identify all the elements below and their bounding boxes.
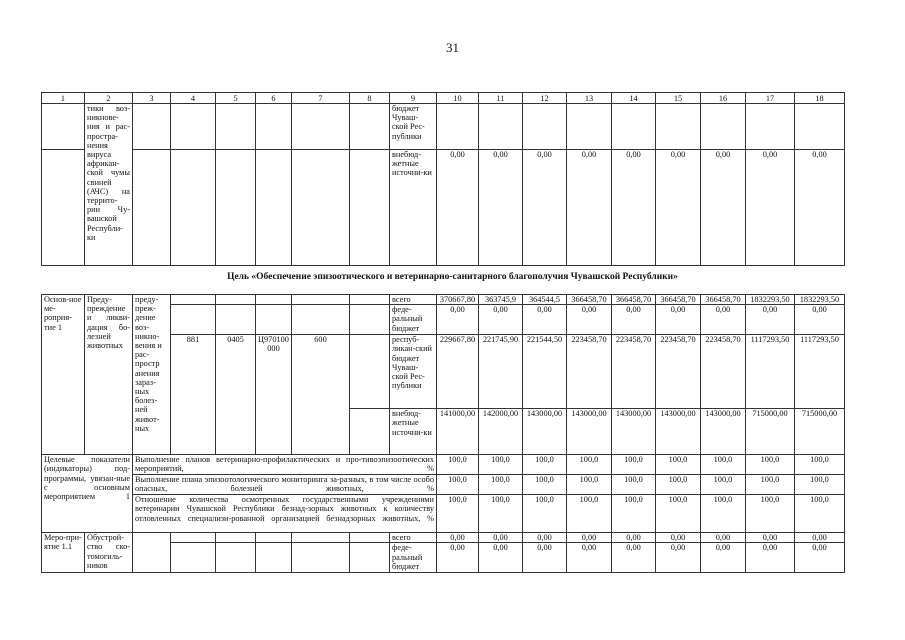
column-numbers-row [42, 93, 845, 104]
value-cell: 0,00 [612, 150, 656, 266]
column-number-1: 1 [42, 93, 85, 104]
measure-label-cell: Меро-при-ятие 1.1 [42, 533, 85, 573]
column-number-4: 4 [171, 93, 216, 104]
column-number-10: 10 [437, 93, 479, 104]
column-number-7: 7 [292, 93, 350, 104]
value-cell: 0,00 [523, 150, 567, 266]
indicators-label-cell: Целевые показатели (индикаторы) под-программы, увязан-ные с основным мероприятием 1 [42, 455, 133, 533]
column-number-14: 14 [612, 93, 656, 104]
funding-source-cell: внебюд-жетные источни-ки [390, 150, 437, 266]
goal-heading: Цель «Обеспечение эпизоотического и ветеринарно-санитарного благополучия Чувашской Республики» [227, 272, 678, 282]
measure-name-cell: тики воз-никнове-ния и рас-простра-нения вируса африкан-ской чумы свиней (АЧС) на террито-рии Чу-вашской Республи-ки [85, 104, 133, 266]
section-code-cell: 0405 [216, 335, 256, 455]
table-row [42, 150, 845, 266]
indicator-row: Отношение количества осмотренных государственными учреждениями ветеринарии Чувашской Республики безнад-зорных животных к количеству отловленных специализи-рованной организацией безнадзорных животных, % 100,0 100,0 100,0 100,0 100,0 100,0 100,0 100,0 100,0 [42, 495, 845, 533]
funding-source-cell: бюджет Чуваш-ской Рес-публики [390, 104, 437, 150]
column-number-6: 6 [256, 93, 292, 104]
expense-type-cell: 600 [292, 335, 350, 455]
funding-source-cell: феде-ральный бюджет [390, 305, 437, 335]
funding-source-cell: феде-ральный бюджет [390, 543, 437, 573]
funding-source-cell: всего [390, 295, 437, 305]
value-cell: 0,00 [795, 150, 845, 266]
program-table-main [41, 294, 845, 573]
target-code-cell: Ц970100000 [256, 335, 292, 455]
value-cell: 0,00 [567, 150, 612, 266]
column-number-11: 11 [479, 93, 523, 104]
value-cell: 0,00 [701, 150, 746, 266]
table-row: Меро-при-ятие 1.1 Обустрой-ство ско-томогиль-ников всего 0,00 0,00 0,00 0,00 0,00 0,00 0,00 0,00 0,00 [42, 533, 845, 543]
column-number-9: 9 [390, 93, 437, 104]
page-number: 31 [446, 40, 459, 55]
column-number-18: 18 [795, 93, 845, 104]
funding-source-cell: всего [390, 533, 437, 543]
column-number-15: 15 [656, 93, 701, 104]
table-row: феде-ральный бюджет 0,00 0,00 0,00 0,00 0,00 0,00 0,00 0,00 0,00 [42, 305, 845, 335]
indicator-row: Выполнение плана эпизоотологического мониторинга за-разных, в том числе особо опасных, болезней животных, % 100,0 100,0 100,0 100,0 100,0 100,0 100,0 100,0 100,0 [42, 475, 845, 495]
value-cell: 0,00 [437, 150, 479, 266]
column-number-8: 8 [350, 93, 390, 104]
column-number-12: 12 [523, 93, 567, 104]
activity-name-cell: Преду-преждение и ликви-дация бо-лезней животных [85, 295, 133, 455]
indicator-row: Целевые показатели (индикаторы) под-программы, увязан-ные с основным мероприятием 1 Выполнение планов ветеринарно-профилактических и про-тивоэпизоотических мероприятий, % 100,0 100,0 100,0 100,0 100,0 100,0 100,0 100,0 100,0 [42, 455, 845, 475]
value-cell: 0,00 [656, 150, 701, 266]
column-number-2: 2 [85, 93, 133, 104]
column-number-16: 16 [701, 93, 746, 104]
indicator-text-cell: Отношение количества осмотренных государственными учреждениями ветеринарии Чувашской Республики безнад-зорных животных к количеству отловленных специализи-рованной организацией безнадзорных животных, % [133, 495, 437, 533]
table-row: Основ-ное ме-роприя-тие 1 Преду-преждение и ликви-дация бо-лезней животных преду-преж-дение воз-никно-вения и рас-простр анения зараз-ных болез-ней живот-ных всего 370667,80 363745,9 364544,5 366458,70 366458,70 366458,70 366458,70 1832293,50 1832293,50 [42, 295, 845, 305]
gr-code-cell: 881 [171, 335, 216, 455]
table-row: феде-ральный бюджет 0,00 0,00 0,00 0,00 0,00 0,00 0,00 0,00 0,00 [42, 543, 845, 573]
table-row: 881 0405 Ц970100000 600 респуб-ликан-ский бюджет Чуваш-ской Рес-публики 229667,80 221745,90 221544,50 223458,70 223458,70 223458,70 223458,70 1117293,50 1117293,50 [42, 335, 845, 409]
activity-label-cell: Основ-ное ме-роприя-тие 1 [42, 295, 85, 455]
table-row: внебюд-жетные источни-ки 141000,00 142000,00 143000,00 143000,00 143000,00 143000,00 143000,00 715000,00 715000,00 [42, 409, 845, 455]
activity-goal-cell: преду-преж-дение воз-никно-вения и рас-простр анения зараз-ных болез-ней живот-ных [133, 295, 171, 455]
value-cell: 0,00 [746, 150, 795, 266]
funding-source-cell: внебюд-жетные источни-ки [390, 409, 437, 455]
column-number-13: 13 [567, 93, 612, 104]
funding-source-cell: респуб-ликан-ский бюджет Чуваш-ской Рес-публики [390, 335, 437, 409]
indicator-text-cell: Выполнение плана эпизоотологического мониторинга за-разных, в том числе особо опасных, болезней животных, % [133, 475, 437, 495]
table-row [42, 104, 845, 150]
column-number-5: 5 [216, 93, 256, 104]
column-number-3: 3 [133, 93, 171, 104]
program-table-top [41, 92, 845, 266]
indicator-text-cell: Выполнение планов ветеринарно-профилактических и про-тивоэпизоотических мероприятий, % [133, 455, 437, 475]
column-number-17: 17 [746, 93, 795, 104]
measure-name-cell: Обустрой-ство ско-томогиль-ников [85, 533, 133, 573]
value-cell: 0,00 [479, 150, 523, 266]
